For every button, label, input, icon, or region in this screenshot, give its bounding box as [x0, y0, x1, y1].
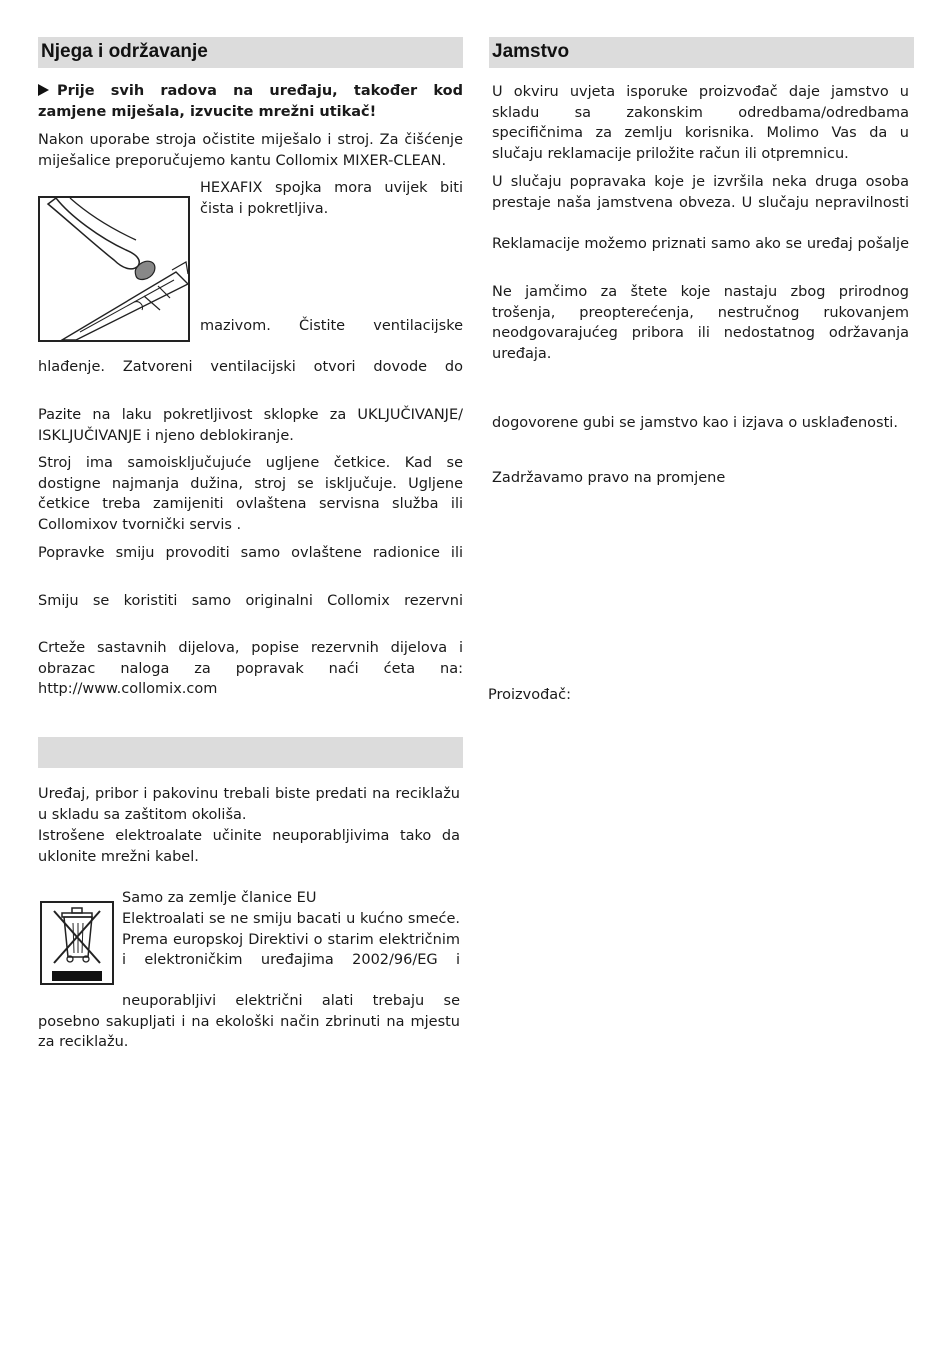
warranty-terms-paragraph: U okviru uvjeta isporuke proizvođač daje jamstvo u skladu sa zakonskim odredbama/odredbama specifičnima za zemlju korisnika. Molimo Vas da u slučaju reklamacije priložite račun ili otpremnicu.: [492, 84, 909, 162]
exclusions-paragraph: Ne jamčimo za štete koje nastaju zbog prirodnog trošenja, preopterećenja, nestručnog rukovanjem neodgovarajućeg pribora ili nedostatnog održavanja uređaja.: [492, 284, 909, 362]
lubricant-paragraph: mazivom. Čistite ventilacijske: [200, 318, 463, 334]
section-header-environment: [38, 737, 463, 768]
cooling-paragraph: hlađenje. Zatvoreni ventilacijski otvori dovode do: [38, 359, 463, 375]
repairs-paragraph: Popravke smiju provoditi samo ovlaštene radionice ili: [38, 545, 463, 561]
play-arrow-icon: [38, 84, 49, 96]
drawings-paragraph: Crteže sastavnih dijelova, popise rezervnih dijelova i obrazac naloga za popravak naći ćeta na: http://www.collomix.com: [38, 640, 463, 697]
crossed-out-wheelie-bin-icon: [40, 901, 114, 985]
eu-directive-paragraph: Elektroalati se ne smiju bacati u kućno smeće. Prema europskoj Direktivi o starim električnim i elektroničkim uređajima 2002/96/EG i: [122, 911, 460, 968]
conformity-paragraph: dogovorene gubi se jamstvo kao i izjava o usklađenosti.: [492, 415, 898, 431]
reservation-paragraph: Zadržavamo pravo na promjene: [492, 470, 726, 486]
cleaning-paragraph: Nakon uporabe stroja očistite miješalo i stroj. Za čišćenje miješalice preporučujemo kantu Collomix MIXER-CLEAN.: [38, 132, 463, 169]
section-header-warranty: [489, 37, 914, 68]
hexafix-illustration-svg: [40, 198, 188, 340]
spare-parts-paragraph: Smiju se koristiti samo originalni Collomix rezervni: [38, 593, 463, 609]
hexafix-lubrication-illustration: [38, 196, 190, 342]
hexafix-paragraph: HEXAFIX spojka mora uvijek biti čista i pokretljiva.: [200, 180, 463, 217]
disposal-paragraph: neuporabljivi električni alati trebaju se posebno sakupljati i na ekološki način zbrinuti na mjestu za reciklažu.: [38, 993, 460, 1050]
manufacturer-label: Proizvođač:: [488, 687, 572, 703]
third-party-repair-paragraph: U slučaju popravaka koje je izvršila neka druga osoba prestaje naša jamstvena obveza. U slučaju nepravilnosti: [492, 174, 909, 211]
warning-paragraph: [38, 81, 463, 122]
section-header-care: [38, 37, 463, 68]
recycling-paragraph: Uređaj, pribor i pakovinu trebali biste predati na reciklažu u skladu sa zaštitom okoliša.: [38, 786, 460, 823]
claims-paragraph: Reklamacije možemo priznati samo ako se uređaj pošalje: [492, 236, 909, 252]
warranty-column: [488, 37, 914, 703]
section-title-care: Njega i održavanje: [41, 41, 208, 62]
warning-text: Prije svih radova na uređaju, također kod zamjene miješala, izvucite mrežni utikač!: [38, 83, 463, 120]
switch-paragraph: Pazite na laku pokretljivost sklopke za UKLJUČIVANJE/ ISKLJUČIVANJE i njeno deblokiranje.: [38, 407, 463, 444]
section-title-warranty: Jamstvo: [492, 41, 570, 62]
eu-title: Samo za zemlje članice EU: [122, 890, 317, 906]
care-maintenance-column: [38, 37, 463, 1050]
unusable-paragraph: Istrošene elektroalate učinite neuporabljivima tako da uklonite mrežni kabel.: [38, 828, 460, 865]
weee-svg: [42, 903, 112, 983]
carbon-brushes-paragraph: Stroj ima samoisključujuće ugljene četkice. Kad se dostigne najmanja dužina, stroj se isključuje. Ugljene četkice treba zamijeniti ovlaštena servisna služba ili Collomixov tvornički servis .: [38, 455, 463, 533]
